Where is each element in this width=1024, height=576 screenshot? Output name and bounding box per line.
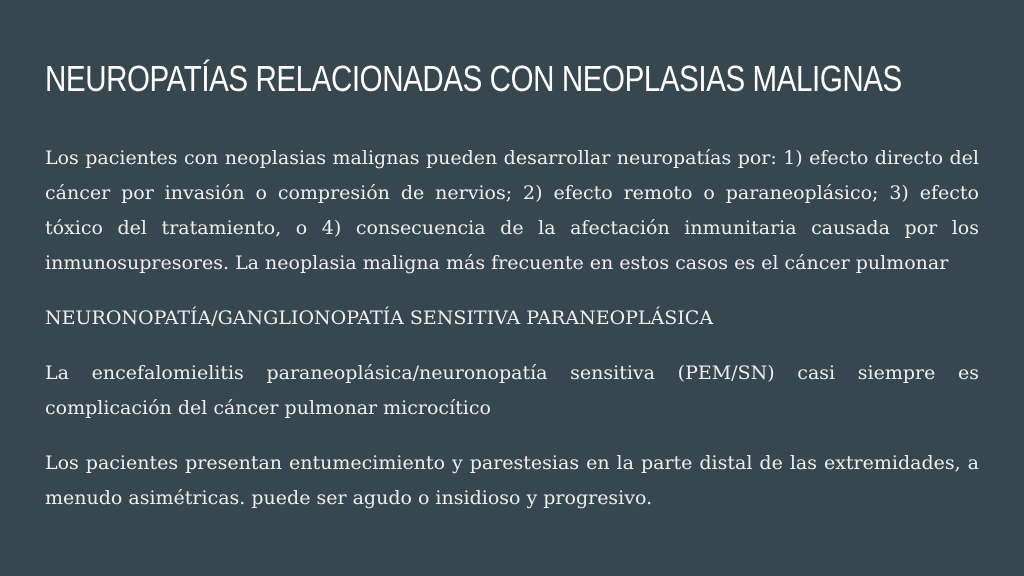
intro-paragraph: Los pacientes con neoplasias malignas pueden desarrollar neuropatías por: 1) efecto directo del cáncer por invasión o compresión de nervios; 2) efecto remoto o paraneoplásico; 3) efecto tóxico del tratamiento, o 4) consecuencia de la afectación inmunitaria causada por los inmunosupresores. La neoplasia maligna más frecuente en estos casos es el cáncer pulmonar xyxy=(45,147,979,274)
pem-sn-paragraph: La encefalomielitis paraneoplásica/neuronopatía sensitiva (PEM/SN) casi siempre es complicación del cáncer pulmonar microcítico xyxy=(45,362,979,419)
slide-title: NEUROPATÍAS RELACIONADAS CON NEOPLASIAS MALIGNAS xyxy=(45,58,902,99)
symptoms-paragraph: Los pacientes presentan entumecimiento y parestesias en la parte distal de las extremidades, a menudo asimétricas. puede ser agudo o insidioso y progresivo. xyxy=(45,452,979,509)
slide-body xyxy=(45,141,979,536)
section-heading: NEURONOPATÍA/GANGLIONOPATÍA SENSITIVA PARANEOPLÁSICA xyxy=(45,307,714,329)
